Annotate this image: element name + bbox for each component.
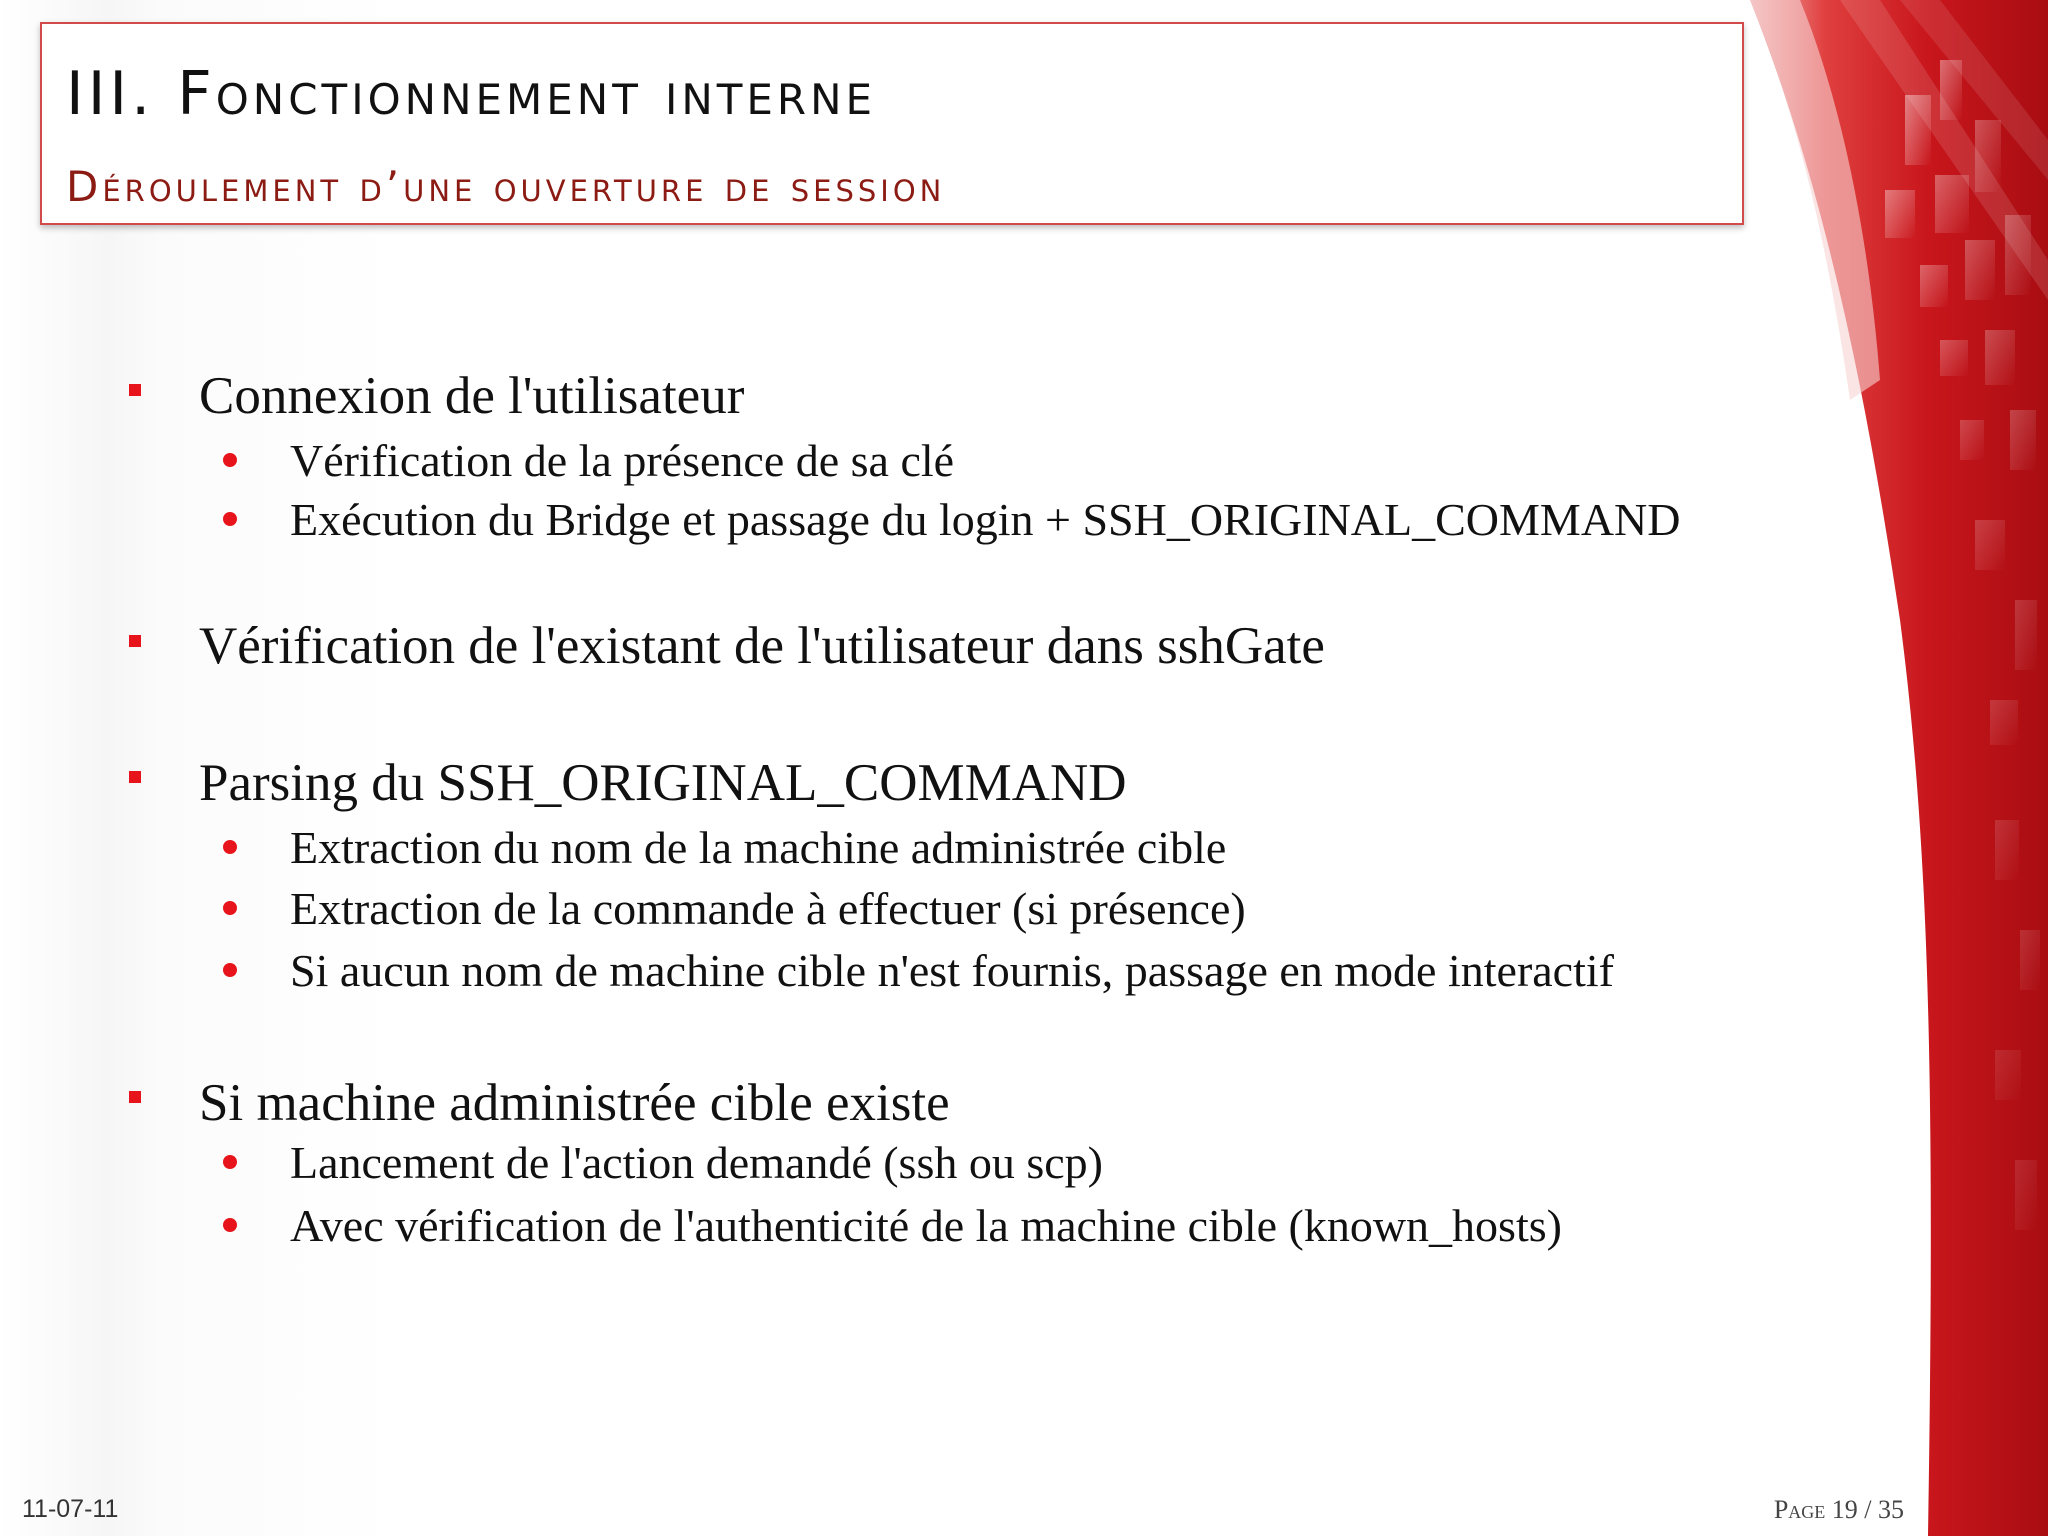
list-item: Parsing du SSH_ORIGINAL_COMMAND [199, 754, 1127, 812]
sub-list-item: Extraction du nom de la machine administrée cible [290, 822, 1227, 873]
page-label: Page [1773, 1495, 1826, 1524]
page-title: III. Fonctionnement interne [66, 59, 877, 129]
round-bullet-icon [223, 963, 237, 977]
round-bullet-icon [223, 453, 237, 467]
round-bullet-icon [223, 901, 237, 915]
round-bullet-icon [223, 1155, 237, 1169]
page-number: 19 [1831, 1495, 1858, 1524]
sub-list-item: Lancement de l'action demandé (ssh ou scp) [290, 1137, 1103, 1188]
square-bullet-icon [129, 635, 141, 647]
list-item: Si machine administrée cible existe [199, 1074, 950, 1132]
square-bullet-icon [129, 771, 141, 783]
page-subtitle: Déroulement d’une ouverture de session [66, 162, 946, 211]
sub-list-item: Avec vérification de l'authenticité de la machine cible (known_hosts) [290, 1200, 1562, 1251]
list-item: Vérification de l'existant de l'utilisateur dans sshGate [199, 617, 1325, 675]
sub-list-item: Extraction de la commande à effectuer (si présence) [290, 883, 1246, 934]
round-bullet-icon [223, 840, 237, 854]
sub-list-item: Si aucun nom de machine cible n'est fournis, passage en mode interactif [290, 945, 1614, 996]
round-bullet-icon [223, 1218, 237, 1232]
sub-list-item: Vérification de la présence de sa clé [290, 435, 955, 486]
sub-list-item: Exécution du Bridge et passage du login + SSH_ORIGINAL_COMMAND [290, 494, 1681, 545]
footer-date: 11-07-11 [22, 1495, 119, 1523]
page-total: 35 [1878, 1495, 1904, 1524]
square-bullet-icon [129, 384, 141, 396]
page-indicator [1774, 1497, 1904, 1523]
list-item: Connexion de l'utilisateur [199, 367, 745, 425]
square-bullet-icon [129, 1091, 141, 1103]
round-bullet-icon [223, 512, 237, 526]
page-separator: / [1864, 1495, 1872, 1524]
